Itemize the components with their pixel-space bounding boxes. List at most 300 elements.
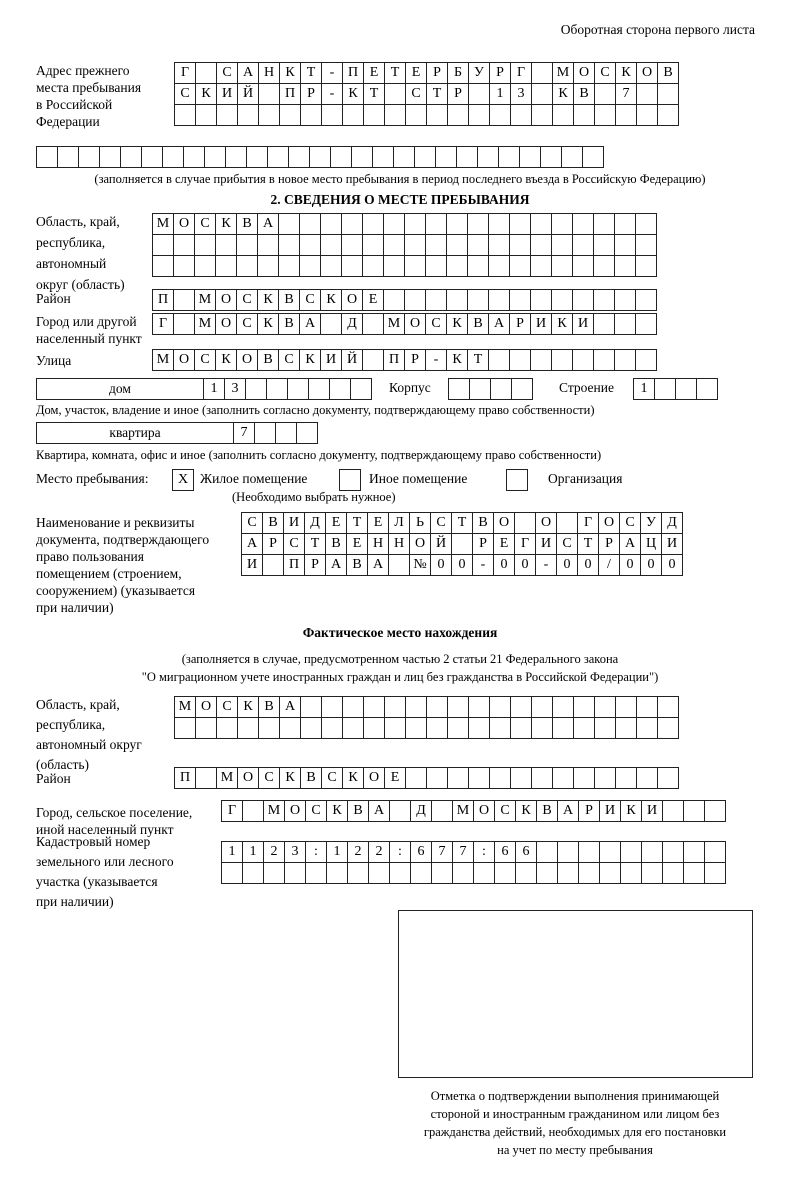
char-cell[interactable]: О (341, 289, 363, 311)
char-cell[interactable] (383, 289, 405, 311)
char-cell[interactable]: А (557, 800, 579, 822)
char-cell[interactable] (467, 289, 489, 311)
char-cell[interactable]: Е (493, 533, 515, 555)
char-cell[interactable] (582, 146, 604, 168)
char-cell[interactable]: О (237, 767, 259, 789)
korpus-boxes[interactable] (448, 378, 532, 400)
char-cell[interactable]: 6 (515, 841, 537, 863)
char-cell[interactable] (279, 104, 301, 126)
char-cell[interactable]: О (173, 349, 195, 371)
char-cell[interactable] (510, 767, 532, 789)
char-cell[interactable] (330, 146, 352, 168)
char-cell[interactable] (509, 349, 531, 371)
char-cell[interactable]: К (320, 289, 342, 311)
char-cell[interactable] (174, 104, 196, 126)
char-cell[interactable] (275, 422, 297, 444)
char-cell[interactable] (384, 104, 406, 126)
char-cell[interactable]: А (488, 313, 510, 335)
char-cell[interactable] (704, 841, 726, 863)
char-cell[interactable]: Е (325, 512, 347, 534)
char-cell[interactable]: П (152, 289, 174, 311)
char-cell[interactable]: Е (384, 767, 406, 789)
char-cell[interactable] (510, 104, 532, 126)
char-cell[interactable]: С (194, 213, 216, 235)
char-cell[interactable] (245, 378, 267, 400)
char-cell[interactable] (514, 512, 536, 534)
char-cell[interactable]: Т (467, 349, 489, 371)
char-cell[interactable]: У (640, 512, 662, 534)
char-cell[interactable] (363, 717, 385, 739)
char-cell[interactable]: Р (598, 533, 620, 555)
char-cell[interactable] (414, 146, 436, 168)
char-cell[interactable]: Н (367, 533, 389, 555)
char-cell[interactable] (573, 717, 595, 739)
char-cell[interactable] (489, 696, 511, 718)
char-cell[interactable] (320, 234, 342, 256)
char-cell[interactable] (262, 554, 284, 576)
char-cell[interactable]: 0 (619, 554, 641, 576)
prev-address-row[interactable] (36, 146, 603, 168)
char-cell[interactable] (530, 234, 552, 256)
char-cell[interactable] (509, 255, 531, 277)
char-cell[interactable]: : (473, 841, 495, 863)
char-cell[interactable]: В (467, 313, 489, 335)
char-cell[interactable]: Т (300, 62, 322, 84)
char-cell[interactable]: О (363, 767, 385, 789)
char-cell[interactable] (662, 862, 684, 884)
char-cell[interactable] (593, 255, 615, 277)
char-cell[interactable] (242, 800, 264, 822)
char-cell[interactable]: Й (237, 83, 259, 105)
char-cell[interactable]: М (152, 349, 174, 371)
char-cell[interactable]: В (258, 696, 280, 718)
char-cell[interactable]: В (262, 512, 284, 534)
char-cell[interactable] (435, 146, 457, 168)
region-row[interactable] (152, 255, 656, 277)
char-cell[interactable]: О (215, 289, 237, 311)
char-cell[interactable] (620, 841, 642, 863)
char-cell[interactable] (173, 234, 195, 256)
char-cell[interactable]: 0 (556, 554, 578, 576)
char-cell[interactable]: О (195, 696, 217, 718)
char-cell[interactable]: Г (577, 512, 599, 534)
char-cell[interactable] (320, 255, 342, 277)
char-cell[interactable] (636, 83, 658, 105)
char-cell[interactable]: / (598, 554, 620, 576)
char-cell[interactable] (225, 146, 247, 168)
char-cell[interactable]: Г (221, 800, 243, 822)
char-cell[interactable] (363, 696, 385, 718)
char-cell[interactable] (267, 146, 289, 168)
document-boxes[interactable] (241, 512, 682, 576)
cadastral-boxes[interactable] (221, 841, 725, 884)
char-cell[interactable] (266, 378, 288, 400)
char-cell[interactable] (489, 717, 511, 739)
char-cell[interactable]: Т (577, 533, 599, 555)
char-cell[interactable]: 0 (640, 554, 662, 576)
char-cell[interactable] (594, 717, 616, 739)
char-cell[interactable]: С (619, 512, 641, 534)
char-cell[interactable] (287, 378, 309, 400)
char-cell[interactable] (531, 717, 553, 739)
char-cell[interactable]: В (257, 349, 279, 371)
char-cell[interactable] (635, 289, 657, 311)
char-cell[interactable]: М (152, 213, 174, 235)
char-cell[interactable] (654, 378, 676, 400)
char-cell[interactable]: 7 (431, 841, 453, 863)
char-cell[interactable] (120, 146, 142, 168)
actual-city-row[interactable] (221, 800, 725, 822)
place-type-checkbox-organization[interactable] (506, 469, 528, 491)
char-cell[interactable]: С (594, 62, 616, 84)
char-cell[interactable] (498, 146, 520, 168)
char-cell[interactable]: А (325, 554, 347, 576)
char-cell[interactable]: С (425, 313, 447, 335)
char-cell[interactable] (342, 717, 364, 739)
char-cell[interactable] (530, 289, 552, 311)
char-cell[interactable]: В (347, 800, 369, 822)
char-cell[interactable] (384, 83, 406, 105)
char-cell[interactable] (405, 696, 427, 718)
char-cell[interactable] (447, 104, 469, 126)
char-cell[interactable] (263, 862, 285, 884)
char-cell[interactable]: У (468, 62, 490, 84)
char-cell[interactable] (635, 234, 657, 256)
char-cell[interactable]: Б (447, 62, 469, 84)
char-cell[interactable]: К (257, 313, 279, 335)
char-cell[interactable] (488, 349, 510, 371)
char-cell[interactable]: О (535, 512, 557, 534)
char-cell[interactable] (299, 255, 321, 277)
char-cell[interactable]: Г (510, 62, 532, 84)
char-cell[interactable]: 0 (577, 554, 599, 576)
char-cell[interactable]: 3 (284, 841, 306, 863)
char-cell[interactable]: О (598, 512, 620, 534)
char-cell[interactable] (573, 104, 595, 126)
char-cell[interactable] (490, 378, 512, 400)
char-cell[interactable] (242, 862, 264, 884)
char-cell[interactable]: Р (489, 62, 511, 84)
char-cell[interactable] (321, 717, 343, 739)
char-cell[interactable] (384, 696, 406, 718)
char-cell[interactable] (341, 255, 363, 277)
char-cell[interactable]: 3 (510, 83, 532, 105)
char-cell[interactable]: 0 (451, 554, 473, 576)
char-cell[interactable] (635, 349, 657, 371)
char-cell[interactable] (531, 696, 553, 718)
char-cell[interactable] (321, 696, 343, 718)
street-boxes[interactable] (152, 349, 656, 371)
char-cell[interactable] (614, 234, 636, 256)
char-cell[interactable] (594, 104, 616, 126)
char-cell[interactable]: И (641, 800, 663, 822)
char-cell[interactable]: Л (388, 512, 410, 534)
char-cell[interactable] (467, 234, 489, 256)
char-cell[interactable]: Т (346, 512, 368, 534)
char-cell[interactable]: О (409, 533, 431, 555)
char-cell[interactable] (425, 213, 447, 235)
char-cell[interactable]: 1 (221, 841, 243, 863)
char-cell[interactable] (488, 234, 510, 256)
char-cell[interactable]: К (326, 800, 348, 822)
char-cell[interactable]: 2 (263, 841, 285, 863)
char-cell[interactable]: И (535, 533, 557, 555)
char-cell[interactable]: Д (341, 313, 363, 335)
char-cell[interactable] (468, 717, 490, 739)
stamp-box[interactable] (398, 910, 753, 1078)
char-cell[interactable]: О (284, 800, 306, 822)
char-cell[interactable] (288, 146, 310, 168)
char-cell[interactable] (531, 767, 553, 789)
char-cell[interactable] (195, 767, 217, 789)
prev-address-row[interactable] (174, 62, 678, 84)
char-cell[interactable] (662, 800, 684, 822)
region-boxes[interactable] (152, 213, 656, 277)
char-cell[interactable]: М (263, 800, 285, 822)
char-cell[interactable]: 6 (410, 841, 432, 863)
char-cell[interactable] (551, 213, 573, 235)
char-cell[interactable] (257, 234, 279, 256)
char-cell[interactable]: А (619, 533, 641, 555)
prev-address-boxes-last-row[interactable] (36, 146, 603, 168)
char-cell[interactable] (573, 767, 595, 789)
char-cell[interactable] (494, 862, 516, 884)
char-cell[interactable]: В (325, 533, 347, 555)
char-cell[interactable]: О (636, 62, 658, 84)
char-cell[interactable] (509, 234, 531, 256)
char-cell[interactable] (519, 146, 541, 168)
char-cell[interactable]: К (552, 83, 574, 105)
cadastral-row[interactable] (221, 862, 725, 884)
char-cell[interactable] (446, 213, 468, 235)
char-cell[interactable]: А (241, 533, 263, 555)
char-cell[interactable]: - (321, 62, 343, 84)
char-cell[interactable] (540, 146, 562, 168)
char-cell[interactable]: М (452, 800, 474, 822)
char-cell[interactable]: Е (346, 533, 368, 555)
char-cell[interactable]: 1 (326, 841, 348, 863)
district-row[interactable] (152, 289, 656, 311)
char-cell[interactable] (183, 146, 205, 168)
char-cell[interactable]: К (446, 313, 468, 335)
char-cell[interactable] (635, 255, 657, 277)
char-cell[interactable]: Й (430, 533, 452, 555)
char-cell[interactable] (350, 378, 372, 400)
char-cell[interactable] (299, 234, 321, 256)
char-cell[interactable]: П (279, 83, 301, 105)
char-cell[interactable] (536, 841, 558, 863)
char-cell[interactable]: Т (363, 83, 385, 105)
char-cell[interactable] (636, 767, 658, 789)
char-cell[interactable] (152, 234, 174, 256)
char-cell[interactable] (552, 696, 574, 718)
char-cell[interactable] (488, 289, 510, 311)
char-cell[interactable] (614, 349, 636, 371)
char-cell[interactable] (257, 255, 279, 277)
char-cell[interactable]: 6 (494, 841, 516, 863)
char-cell[interactable]: 1 (203, 378, 225, 400)
char-cell[interactable] (572, 349, 594, 371)
char-cell[interactable] (683, 800, 705, 822)
char-cell[interactable]: 7 (615, 83, 637, 105)
char-cell[interactable]: Г (514, 533, 536, 555)
char-cell[interactable] (446, 255, 468, 277)
char-cell[interactable] (216, 717, 238, 739)
char-cell[interactable] (469, 378, 491, 400)
char-cell[interactable] (531, 62, 553, 84)
char-cell[interactable]: Т (426, 83, 448, 105)
char-cell[interactable] (552, 104, 574, 126)
char-cell[interactable] (599, 862, 621, 884)
char-cell[interactable]: В (300, 767, 322, 789)
char-cell[interactable] (300, 717, 322, 739)
char-cell[interactable]: Р (300, 83, 322, 105)
char-cell[interactable] (657, 696, 679, 718)
char-cell[interactable] (488, 213, 510, 235)
char-cell[interactable]: 3 (224, 378, 246, 400)
char-cell[interactable]: Е (367, 512, 389, 534)
char-cell[interactable] (531, 83, 553, 105)
char-cell[interactable] (221, 862, 243, 884)
char-cell[interactable]: И (283, 512, 305, 534)
char-cell[interactable]: К (237, 696, 259, 718)
char-cell[interactable] (662, 841, 684, 863)
char-cell[interactable] (572, 234, 594, 256)
char-cell[interactable]: В (573, 83, 595, 105)
char-cell[interactable]: М (194, 289, 216, 311)
char-cell[interactable] (296, 422, 318, 444)
char-cell[interactable] (383, 213, 405, 235)
char-cell[interactable] (573, 696, 595, 718)
char-cell[interactable] (362, 234, 384, 256)
korpus-row[interactable] (448, 378, 532, 400)
char-cell[interactable]: И (572, 313, 594, 335)
char-cell[interactable] (342, 104, 364, 126)
char-cell[interactable] (615, 104, 637, 126)
char-cell[interactable] (320, 313, 342, 335)
char-cell[interactable] (614, 289, 636, 311)
char-cell[interactable]: С (494, 800, 516, 822)
char-cell[interactable] (615, 767, 637, 789)
char-cell[interactable] (551, 289, 573, 311)
char-cell[interactable] (578, 841, 600, 863)
char-cell[interactable] (425, 255, 447, 277)
char-cell[interactable] (326, 862, 348, 884)
char-cell[interactable] (561, 146, 583, 168)
char-cell[interactable] (467, 255, 489, 277)
char-cell[interactable]: М (216, 767, 238, 789)
char-cell[interactable] (215, 255, 237, 277)
char-cell[interactable] (351, 146, 373, 168)
char-cell[interactable]: 7 (452, 841, 474, 863)
char-cell[interactable] (683, 862, 705, 884)
char-cell[interactable] (509, 289, 531, 311)
char-cell[interactable] (473, 862, 495, 884)
char-cell[interactable] (173, 313, 195, 335)
actual-district-boxes[interactable] (174, 767, 678, 789)
char-cell[interactable]: 0 (493, 554, 515, 576)
char-cell[interactable]: Ь (409, 512, 431, 534)
char-cell[interactable] (426, 767, 448, 789)
char-cell[interactable] (531, 104, 553, 126)
char-cell[interactable]: С (174, 83, 196, 105)
char-cell[interactable]: П (383, 349, 405, 371)
actual-district-row[interactable] (174, 767, 678, 789)
district-boxes[interactable] (152, 289, 656, 311)
char-cell[interactable]: О (493, 512, 515, 534)
char-cell[interactable] (36, 146, 58, 168)
char-cell[interactable] (57, 146, 79, 168)
char-cell[interactable]: - (425, 349, 447, 371)
char-cell[interactable] (405, 767, 427, 789)
char-cell[interactable] (389, 800, 411, 822)
char-cell[interactable]: С (278, 349, 300, 371)
char-cell[interactable] (363, 104, 385, 126)
char-cell[interactable]: П (342, 62, 364, 84)
char-cell[interactable] (236, 255, 258, 277)
char-cell[interactable] (236, 234, 258, 256)
char-cell[interactable] (635, 213, 657, 235)
char-cell[interactable]: 1 (242, 841, 264, 863)
street-row[interactable] (152, 349, 656, 371)
char-cell[interactable] (657, 104, 679, 126)
char-cell[interactable] (425, 234, 447, 256)
char-cell[interactable] (614, 255, 636, 277)
char-cell[interactable]: Ц (640, 533, 662, 555)
actual-region-row[interactable] (174, 696, 678, 718)
char-cell[interactable]: С (283, 533, 305, 555)
char-cell[interactable] (551, 349, 573, 371)
char-cell[interactable]: О (215, 313, 237, 335)
char-cell[interactable]: К (515, 800, 537, 822)
char-cell[interactable] (615, 696, 637, 718)
char-cell[interactable]: М (383, 313, 405, 335)
char-cell[interactable]: - (321, 83, 343, 105)
char-cell[interactable] (594, 696, 616, 718)
char-cell[interactable] (452, 862, 474, 884)
char-cell[interactable]: К (342, 83, 364, 105)
char-cell[interactable] (467, 213, 489, 235)
char-cell[interactable] (572, 213, 594, 235)
char-cell[interactable]: С (405, 83, 427, 105)
char-cell[interactable]: Р (447, 83, 469, 105)
char-cell[interactable] (389, 862, 411, 884)
char-cell[interactable]: С (321, 767, 343, 789)
char-cell[interactable] (372, 146, 394, 168)
char-cell[interactable]: А (368, 800, 390, 822)
char-cell[interactable] (431, 862, 453, 884)
char-cell[interactable]: В (657, 62, 679, 84)
char-cell[interactable]: С (216, 62, 238, 84)
char-cell[interactable] (551, 255, 573, 277)
char-cell[interactable]: К (215, 349, 237, 371)
char-cell[interactable] (446, 289, 468, 311)
char-cell[interactable] (362, 313, 384, 335)
char-cell[interactable] (405, 717, 427, 739)
char-cell[interactable]: 0 (514, 554, 536, 576)
char-cell[interactable] (447, 717, 469, 739)
char-cell[interactable] (530, 255, 552, 277)
char-cell[interactable] (489, 104, 511, 126)
char-cell[interactable] (657, 717, 679, 739)
city-row[interactable] (152, 313, 656, 335)
char-cell[interactable] (468, 767, 490, 789)
char-cell[interactable]: Р (262, 533, 284, 555)
char-cell[interactable]: И (216, 83, 238, 105)
char-cell[interactable] (341, 234, 363, 256)
char-cell[interactable] (215, 234, 237, 256)
char-cell[interactable] (572, 289, 594, 311)
